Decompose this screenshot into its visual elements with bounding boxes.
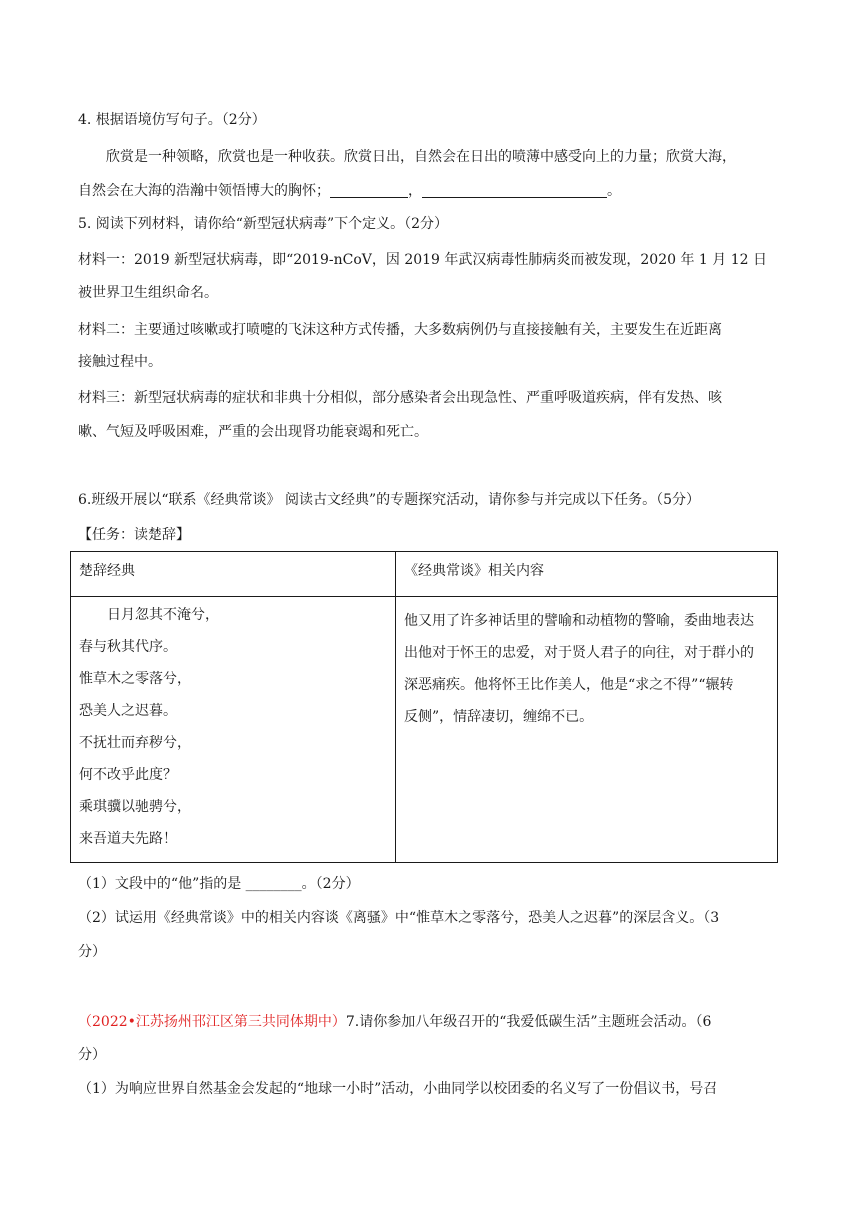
chuci-table — [70, 551, 778, 863]
q4-passage-text: 自然会在大海的浩瀚中领悟博大的胸怀； — [78, 183, 330, 199]
q5-material1-line1: 材料一：2019 新型冠状病毒，即“2019-nCoV，因 2019 年武汉病毒性肺病炎而被发现，2020 年 1 月 12 日 — [78, 252, 767, 268]
poem-line: 日月忽其不淹兮， — [107, 607, 219, 623]
poem-line: 何不改乎此度？ — [79, 767, 177, 783]
poem-line: 乘琪骥以驰骋兮， — [79, 799, 191, 815]
q7-source-tag: （2022•江苏扬州邗江区第三共同体期中） — [78, 1014, 346, 1030]
poem-cell — [71, 597, 396, 863]
commentary-line: 出他对于怀王的忠爱，对于贤人君子的向往，对于群小的 — [404, 645, 754, 661]
commentary-line: 他又用了许多神话里的譬喻和动植物的警喻，委曲地表达 — [404, 613, 754, 629]
q4-end: 。 — [607, 183, 621, 199]
q5-title: 5. 阅读下列材料，请你给“新型冠状病毒”下个定义。（2分） — [78, 216, 449, 232]
commentary-cell — [396, 597, 778, 863]
header-chuci-classic: 楚辞经典 — [71, 552, 396, 597]
q7-sub1: （1）为响应世界自然基金会发起的“地球一小时”活动，小曲同学以校团委的名义写了一份倡议书，号召 — [78, 1081, 718, 1097]
commentary-line: 深恶痛疾。他将怀王比作美人，他是“求之不得”“辗转 — [404, 677, 734, 693]
q5-material2-line2: 接触过程中。 — [78, 354, 162, 370]
q6-task-label: 【任务：读楚辞】 — [78, 527, 190, 543]
header-related-content: 《经典常谈》相关内容 — [396, 552, 778, 597]
q5-material2-line1: 材料二：主要通过咳嗽或打喷嚏的飞沫这种方式传播，大多数病例仍与直接接触有关，主要发生在近距离 — [78, 322, 722, 338]
q5-material3-line2: 嗽、气短及呼吸困难，严重的会出现肾功能衰竭和死亡。 — [78, 424, 428, 440]
poem-line: 惟草木之零落兮， — [79, 671, 191, 687]
q5-material3-line1: 材料三：新型冠状病毒的症状和非典十分相似，部分感染者会出现急性、严重呼吸道疾病，伴有发热、咳 — [78, 390, 722, 406]
q7-title-line1 — [78, 1012, 711, 1032]
q4-sep: ， — [408, 183, 422, 199]
q4-passage-line2 — [78, 181, 621, 201]
q4-passage-line1: 欣赏是一种领略，欣赏也是一种收获。欣赏日出，自然会在日出的喷薄中感受向上的力量；欣赏大海， — [106, 149, 736, 165]
q6-sub1: （1）文段中的“他”指的是 ________。（2分） — [78, 876, 360, 892]
q4-title: 4. 根据语境仿写句子。（2分） — [78, 112, 266, 128]
q6-sub2-line2: 分） — [78, 944, 106, 960]
q6-sub2-line1: （2）试运用《经典常谈》中的相关内容谈《离骚》中“惟草木之零落兮，恐美人之迟暮”的深层含义。（3 — [78, 910, 720, 926]
q6-title: 6.班级开展以“联系《经典常谈》 阅读古文经典”的专题探究活动，请你参与并完成以下任务。（5分） — [78, 492, 701, 508]
commentary-line: 反侧”，情辞凄切，缠绵不已。 — [404, 709, 594, 725]
table-header-row — [71, 552, 778, 597]
poem-line: 不抚壮而弃秽兮， — [79, 735, 191, 751]
q4-blank-2[interactable] — [422, 183, 607, 198]
poem-line: 恐美人之迟暮。 — [79, 703, 177, 719]
q7-title-line2: 分） — [78, 1047, 106, 1063]
poem-line: 来吾道夫先路！ — [79, 831, 177, 847]
q4-blank-1[interactable] — [330, 183, 408, 198]
q7-title: 7.请你参加八年级召开的“我爱低碳生活”主题班会活动。（6 — [345, 1014, 712, 1030]
table-body-row — [71, 597, 778, 863]
q5-material1-line2: 被世界卫生组织命名。 — [78, 285, 218, 301]
poem-line: 春与秋其代序。 — [79, 639, 177, 655]
